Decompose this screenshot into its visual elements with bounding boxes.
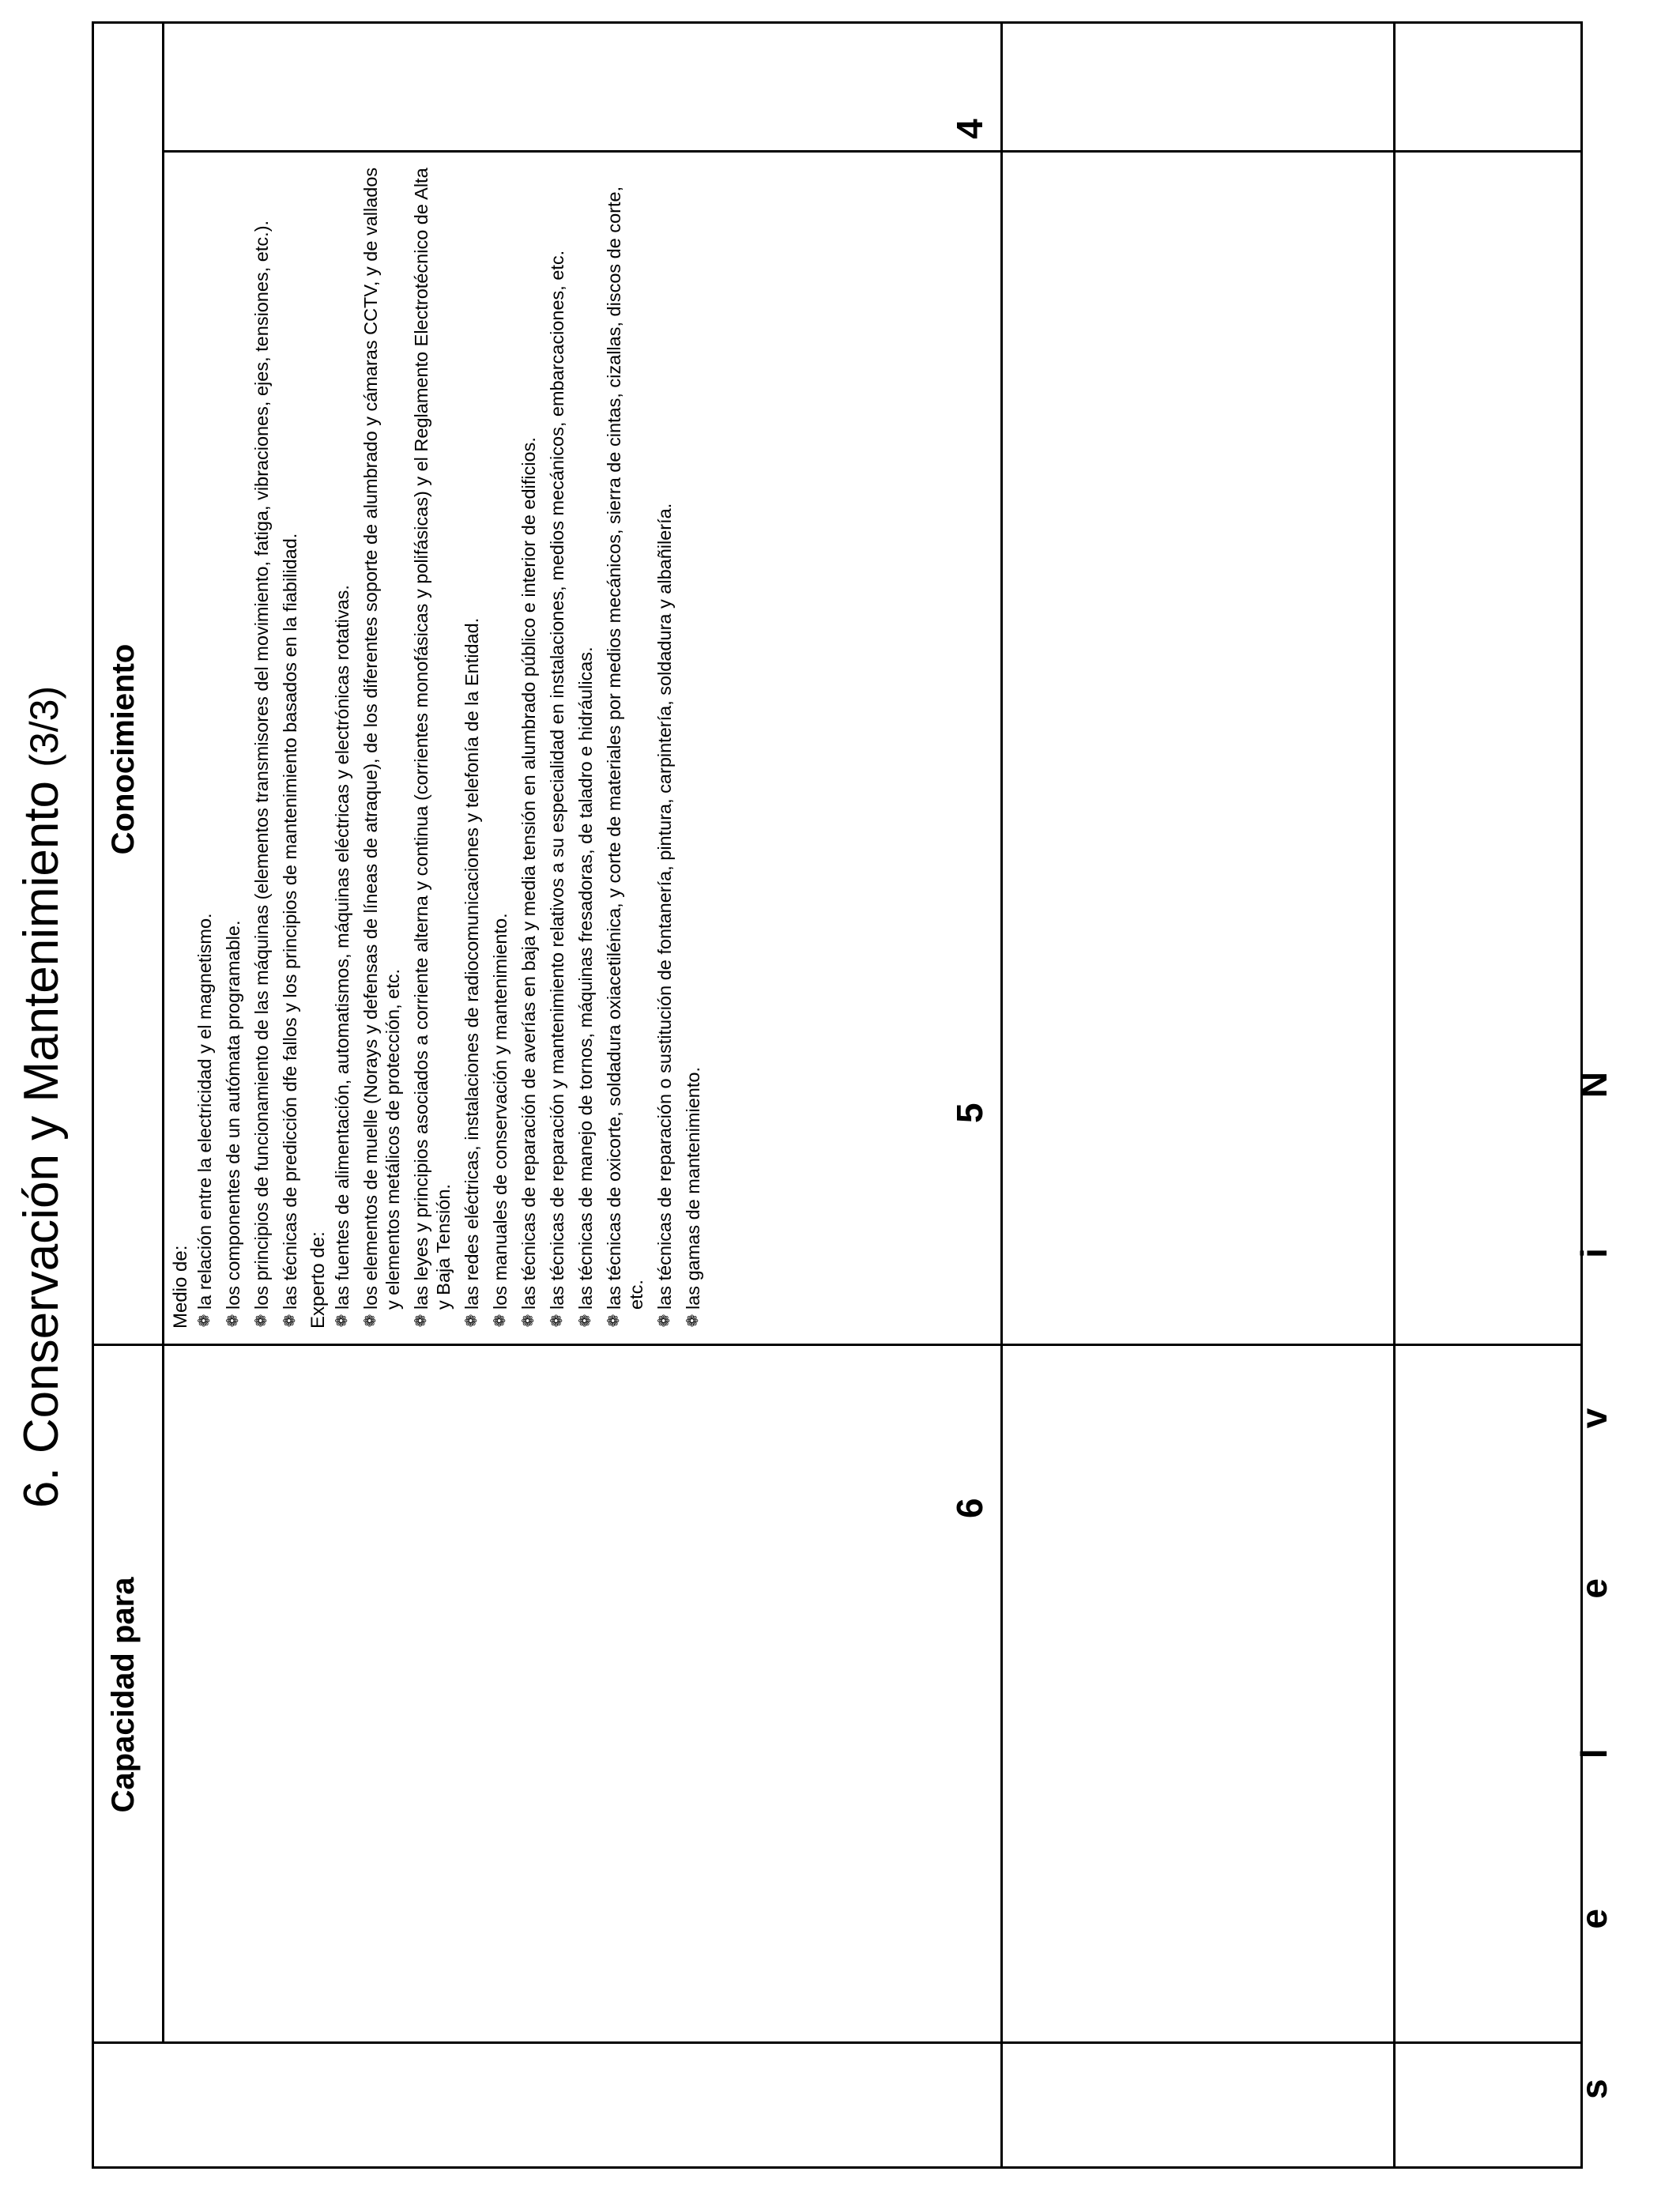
list-item: ❁ los componentes de un autómata programable. xyxy=(223,920,243,1328)
niveles-letter: i xyxy=(1573,1248,1614,1258)
page-title-suffix: (3/3) xyxy=(22,685,66,767)
list-item: ❁ las técnicas de reparación o sustitución de fontanería, pintura, carpintería, soldadura y albañilería. xyxy=(654,503,675,1328)
list-item: ❁ las técnicas de oxicorte, soldadura oxiacetilénica, y corte de materiales por medios mecánicos, sierra de cintas, cizallas, discos de corte, etc. xyxy=(604,186,646,1328)
level-number-4: 4 xyxy=(949,119,990,139)
list-item: ❁ las técnicas de manejo de tornos, máquinas fresadoras, de taladro e hidráulicas. xyxy=(575,647,596,1328)
list-item: ❁ las fuentes de alimentación, automatismos, máquinas eléctricas y electrónicas rotativas. xyxy=(332,585,352,1328)
niveles-letter: N xyxy=(1573,1072,1614,1099)
level-number-6: 6 xyxy=(949,1498,990,1518)
flower-bullet-icon: ❁ xyxy=(605,1314,623,1328)
niveles-letter: v xyxy=(1573,1408,1614,1429)
flower-bullet-icon: ❁ xyxy=(281,1314,299,1328)
flower-bullet-icon: ❁ xyxy=(333,1314,351,1328)
flower-bullet-icon: ❁ xyxy=(253,1314,270,1328)
list-item: ❁ las técnicas de predicción dfe fallos y los principios de mantenimiento basados en la fiabilidad. xyxy=(280,533,300,1328)
list-item: ❁ la relación entre la electricidad y el magnetismo. xyxy=(194,913,215,1328)
flower-bullet-icon: ❁ xyxy=(520,1314,537,1328)
list-item: ❁ las técnicas de reparación de averías en baja y media tensión en alumbrado público e interior de edificios. xyxy=(518,437,539,1328)
flower-bullet-icon: ❁ xyxy=(224,1314,242,1328)
list-item: ❁ los principios de funcionamiento de las máquinas (elementos transmisores del movimiento, fatiga, vibraciones, ejes, tensiones, etc.). xyxy=(251,220,272,1328)
flower-bullet-icon: ❁ xyxy=(577,1314,594,1328)
niveles-letter: l xyxy=(1573,1748,1614,1759)
list-item: ❁ las redes eléctricas, instalaciones de radiocomunicaciones y telefonía de la Entidad. xyxy=(461,617,482,1328)
list-item: ❁ los elementos de muelle (Norays y defensas de líneas de atraque), de los diferentes soporte de alumbrado y cámaras CCTV, y de vallados y elementos metálicos de protección, etc. xyxy=(360,167,403,1328)
flower-bullet-icon: ❁ xyxy=(463,1314,480,1328)
flower-bullet-icon: ❁ xyxy=(656,1314,673,1328)
flower-bullet-icon: ❁ xyxy=(684,1314,702,1328)
niveles-letter: s xyxy=(1573,2079,1614,2099)
flower-bullet-icon: ❁ xyxy=(412,1314,430,1328)
list-item: ❁ los manuales de conservación y mantenimiento. xyxy=(490,913,510,1328)
flower-bullet-icon: ❁ xyxy=(492,1314,509,1328)
list-item: ❁ las técnicas de reparación y mantenimiento relativos a su especialidad en instalaciones, medios mecánicos, embarcaciones, etc. xyxy=(547,250,567,1328)
header-capacidad: Capacidad para xyxy=(106,1577,141,1813)
list-item: ❁ las gamas de mantenimiento. xyxy=(683,1067,703,1328)
header-conocimiento: Conocimiento xyxy=(106,643,141,855)
niveles-letter: e xyxy=(1573,1578,1614,1599)
page-title-text: 6. Conservación y Mantenimiento xyxy=(14,780,69,1509)
group-label: Medio de: xyxy=(170,1245,191,1329)
flower-bullet-icon: ❁ xyxy=(548,1314,566,1328)
level-number-5: 5 xyxy=(949,1103,990,1123)
list-item: ❁ las leyes y principios asociados a corriente alterna y continua (corrientes monofásicas y polifásicas) y el Reglamento Electrotécnico de Alta y Baja Tensión. xyxy=(411,168,454,1328)
group-label: Experto de: xyxy=(307,1231,329,1329)
flower-bullet-icon: ❁ xyxy=(196,1314,213,1328)
niveles-letter: e xyxy=(1573,1909,1614,1929)
flower-bullet-icon: ❁ xyxy=(362,1314,379,1328)
